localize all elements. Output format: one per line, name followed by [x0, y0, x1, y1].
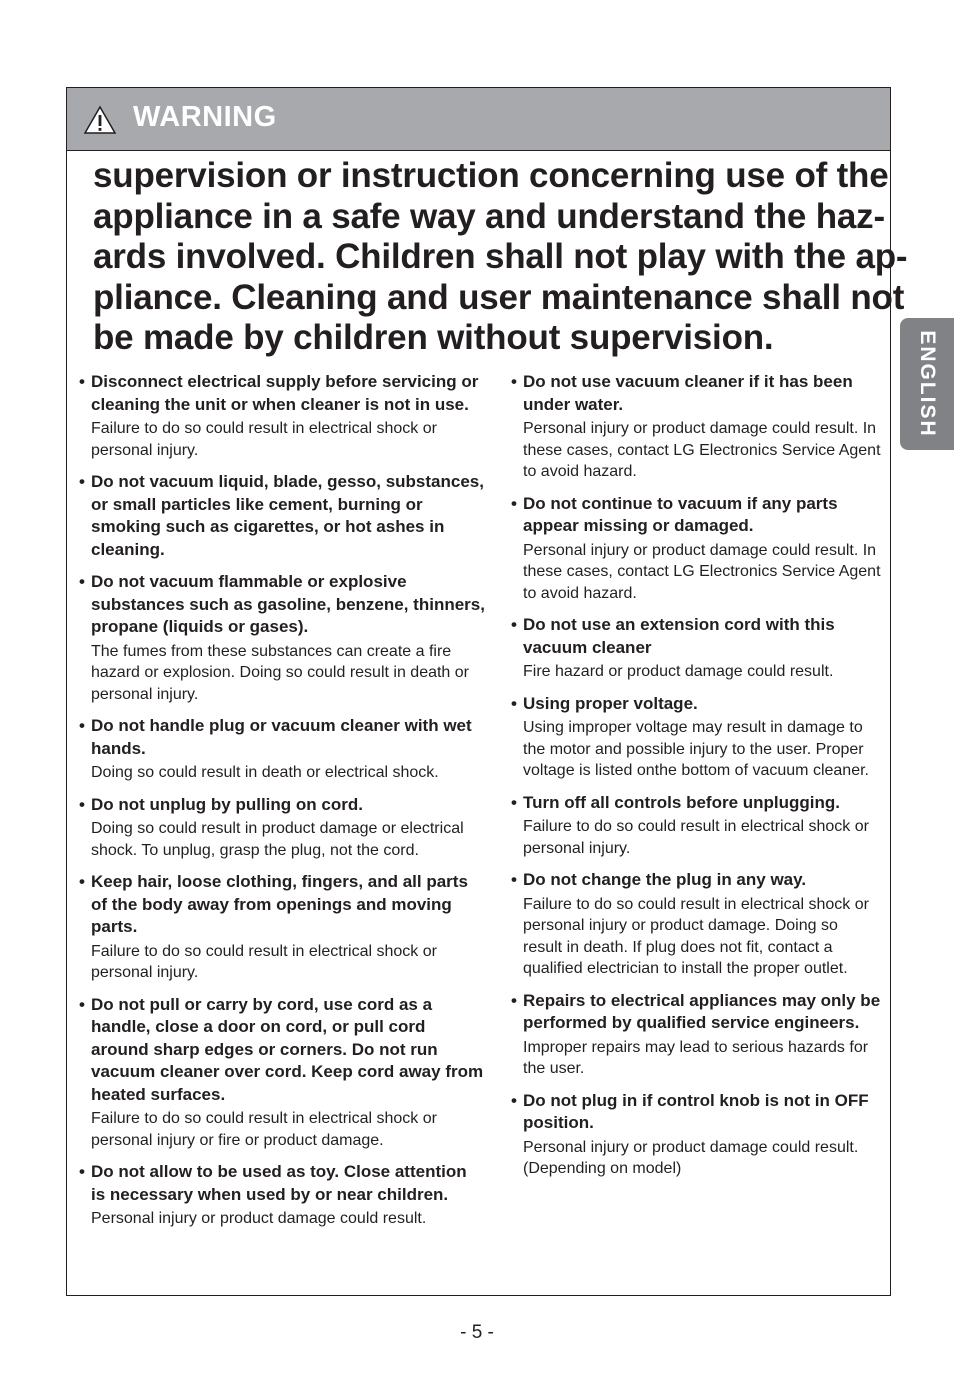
item-heading: Keep hair, loose clothing, fingers, and all parts of the body away from openings and moving parts. — [91, 872, 468, 936]
item-heading: Do not change the plug in any way. — [523, 870, 807, 889]
warning-title: WARNING — [133, 101, 277, 133]
list-item: • Turn off all controls before unplugging. Failure to do so could result in electrical shock or personal injury. — [509, 792, 881, 860]
item-heading: Do not use an extension cord with this vacuum cleaner — [523, 615, 835, 657]
item-heading: Using proper voltage. — [523, 693, 698, 713]
item-heading: Do not handle plug or vacuum cleaner with wet hands. — [91, 716, 472, 758]
list-item: • Keep hair, loose clothing, fingers, and all parts of the body away from openings and moving parts. Failure to do so could result in electrical shock or personal injury. — [77, 871, 485, 984]
item-description: Improper repairs may lead to serious hazards for the user. — [523, 1038, 869, 1077]
list-item: • Do not plug in if control knob is not in OFF position. Personal injury or product damage could result. (Depending on model) — [509, 1090, 881, 1180]
list-item: • Do not unplug by pulling on cord. Doing so could result in product damage or electrical shock. To unplug, grasp the plug, not the cord. — [77, 794, 485, 862]
item-description: Personal injury or product damage could result. (Depending on model) — [523, 1138, 859, 1177]
item-heading: Repairs to electrical appliances may only be performed by qualified service engineers. — [523, 990, 881, 1032]
list-item: • Do not use an extension cord with this vacuum cleaner Fire hazard or product damage could result. — [509, 614, 881, 683]
item-heading: Do not vacuum flammable or explosive substances such as gasoline, benzene, thinners, propane (liquids or gases). — [91, 572, 485, 636]
list-item: • Do not continue to vacuum if any parts appear missing or damaged. Personal injury or product damage could result. In these cases, contact LG Electronics Service Agent to avoid hazard. — [509, 493, 881, 605]
warning-triangle-icon — [83, 105, 117, 135]
list-item: • Do not change the plug in any way. Failure to do so could result in electrical shock or personal injury or product damage. Doing so result in death. If plug does not fit, contact a qualified electrician to install the proper outlet. — [509, 869, 881, 980]
item-description: Fire hazard or product damage could result. — [523, 663, 834, 680]
item-description: Failure to do so could result in electrical shock or personal injury. — [523, 818, 869, 857]
language-tab-label: ENGLISH — [916, 330, 939, 438]
language-tab — [900, 318, 954, 450]
item-heading: Do not plug in if control knob is not in OFF position. — [523, 1090, 869, 1132]
item-description: Personal injury or product damage could result. In these cases, contact LG Electronics Service Agent to avoid hazard. — [523, 420, 881, 480]
item-description: Personal injury or product damage could result. In these cases, contact LG Electronics Service Agent to avoid hazard. — [523, 541, 881, 602]
page-number: - 5 - — [460, 1322, 494, 1343]
list-item: • Disconnect electrical supply before servicing or cleaning the unit or when cleaner is not in use. Failure to do so could result in electrical shock or personal injury. — [77, 371, 485, 461]
item-description: Doing so could result in death or electrical shock. — [91, 764, 439, 781]
list-item: • Using proper voltage. Using improper voltage may result in damage to the motor and possible injury to the user. Proper voltage is listed onthe bottom of vacuum cleaner. — [509, 693, 881, 782]
warning-box — [66, 87, 908, 1296]
item-heading: Do not unplug by pulling on cord. — [91, 794, 363, 814]
list-item: • Do not vacuum liquid, blade, gesso, substances, or small particles like cement, burning or smoking such as cigarettes, or hot ashes in cleaning. — [77, 471, 485, 561]
item-description: Personal injury or product damage could result. — [91, 1210, 427, 1227]
warning-header — [67, 88, 890, 151]
item-heading: Do not pull or carry by cord, use cord as a handle, close a door on cord, or pull cord around sharp edges or corners. Do not run vacuum cleaner over cord. Keep cord away from heated surfaces. — [91, 994, 484, 1104]
item-description: Doing so could result in product damage or electrical shock. To unplug, grasp the plug, not the cord. — [91, 820, 464, 859]
right-column — [509, 371, 881, 1190]
intro-line: supervision or instruction concerning use of the — [93, 156, 889, 195]
left-column — [77, 371, 485, 1240]
item-heading: Turn off all controls before unplugging. — [523, 792, 840, 812]
item-description: Failure to do so could result in electrical shock or personal injury or product damage. Doing so result in death. If plug does not fit, contact a qualified electrician to install the proper outlet. — [523, 895, 869, 977]
intro-paragraph — [93, 156, 908, 359]
item-description: The fumes from these substances can create a fire hazard or explosion. Doing so could result in death or personal injury. — [91, 642, 469, 703]
list-item: • Do not vacuum flammable or explosive substances such as gasoline, benzene, thinners, propane (liquids or gases). The fumes from these substances can create a fire hazard or explosion. Doing so could result in death or personal injury. — [77, 571, 485, 705]
item-heading: Do not vacuum liquid, blade, gesso, substances, or small particles like cement, burning or smoking such as cigarettes, or hot ashes in cleaning. — [91, 472, 484, 559]
list-item: • Do not handle plug or vacuum cleaner with wet hands. Doing so could result in death or electrical shock. — [77, 715, 485, 784]
list-item: • Do not use vacuum cleaner if it has been under water. Personal injury or product damage could result. In these cases, contact LG Electronics Service Agent to avoid hazard. — [509, 371, 881, 483]
intro-line: pliance. Cleaning and user maintenance shall not — [93, 277, 905, 317]
list-item: • Repairs to electrical appliances may only be performed by qualified service engineers. Improper repairs may lead to serious hazards for the user. — [509, 990, 881, 1080]
item-heading: Do not continue to vacuum if any parts appear missing or damaged. — [523, 493, 838, 535]
list-item: • Do not allow to be used as toy. Close attention is necessary when used by or near children. Personal injury or product damage could result. — [77, 1161, 485, 1230]
intro-line: be made by children without supervision. — [93, 318, 774, 357]
intro-line: ards involved. Children shall not play with the ap- — [93, 237, 908, 276]
item-heading: Do not allow to be used as toy. Close attention is necessary when used by or near children. — [91, 1162, 467, 1204]
item-description: Failure to do so could result in electrical shock or personal injury. — [91, 420, 437, 459]
item-heading: Disconnect electrical supply before servicing or cleaning the unit or when cleaner is not in use. — [91, 372, 479, 414]
list-item: • Do not pull or carry by cord, use cord as a handle, close a door on cord, or pull cord around sharp edges or corners. Do not run vacuum cleaner over cord. Keep cord away from heated surfaces. Failure to do so could result in electrical shock or personal injury or fire or product damage. — [77, 994, 485, 1152]
item-description: Failure to do so could result in electrical shock or personal injury. — [91, 942, 437, 981]
item-description: Failure to do so could result in electrical shock or personal injury or fire or product damage. — [91, 1110, 437, 1149]
item-description: Using improper voltage may result in damage to the motor and possible injury to the user. Proper voltage is listed onthe bottom of vacuum cleaner. — [523, 719, 869, 779]
intro-line: appliance in a safe way and understand the haz- — [93, 196, 885, 236]
item-heading: Do not use vacuum cleaner if it has been under water. — [523, 372, 853, 414]
